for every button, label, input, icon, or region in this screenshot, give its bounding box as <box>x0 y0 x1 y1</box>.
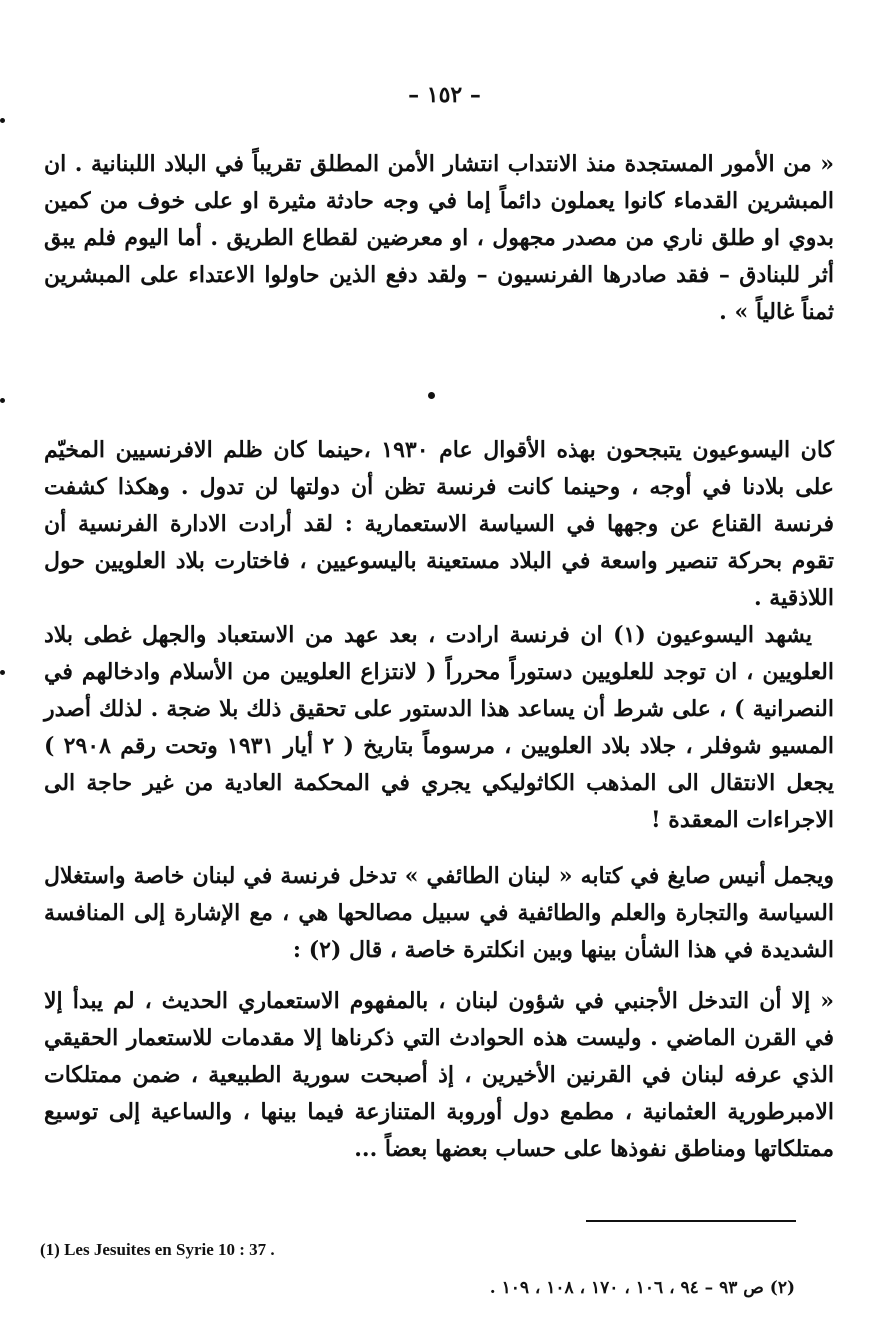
quoted-passage-foreign-intervention <box>44 983 834 1168</box>
footnote-1: (1) Les Jesuites en Syrie 10 : 37 . <box>40 1240 275 1259</box>
paragraph: « من الأمور المستجدة منذ الانتداب انتشار الأمن المطلق تقريباً في البلاد اللبنانية . ان المبشرين القدماء كانوا يعملون دائماً إما في وجه حادثة مثيرة او على خوف من كمين بدوي او طلق ناري من مصدر مجهول ، او معرضين لقطاع الطريق . أما اليوم فلم يبق أثر للبنادق – فقد صادرها الفرنسيون – ولقد دفع الذين حاولوا الاعتداء على المبشرين ثمناً غالياً » . <box>44 151 834 325</box>
body-section-jesuits <box>44 432 834 839</box>
paragraph: كان اليسوعيون يتبجحون بهذه الأقوال عام ١٩٣٠ ،حينما كان ظلم الافرنسيين المخيّم على بلادنا في أوجه ، وحينما كانت فرنسة تظن أن دولتها لن تدول . وهكذا كشفت فرنسة القناع عن وجهها في السياسة الاستعمارية : لقد أرادت الادارة الفرنسية أن تقوم بحركة تنصير واسعة في البلاد مستعينة باليسوعيين ، فاختارت بلاد العلويين حول اللاذقية . <box>44 437 834 611</box>
paragraph: ويجمل أنيس صايغ في كتابه « لبنان الطائفي » تدخل فرنسة في لبنان خاصة واستغلال السياسة والتجارة والعلم والطائفية في سبيل مصالحها هي ، مع الإشارة إلى المنافسة الشديدة في هذا الشأن بينها وبين انكلترة خاصة ، قال (٢) : <box>44 863 834 963</box>
quoted-passage-missionaries <box>44 146 834 331</box>
paragraph: يشهد اليسوعيون (١) ان فرنسة ارادت ، بعد عهد من الاستعباد والجهل غطى بلاد العلويين ، ان توجد للعلويين دستوراً محرراً ( لانتزاع العلويين من الأسلام وادخالهم في النصرانية ) ، على شرط أن يساعد هذا الدستور على تحقيق ذلك بلا ضجة . لذلك أصدر المسيو شوفلر ، جلاد بلاد العلويين ، مرسوماً بتاريخ ( ٢ أيار ١٩٣١ وتحت رقم ٢٩٠٨ ) يجعل الانتقال الى المذهب الكاثوليكي يجري في المحكمة العادية من غير حاجة الى الاجراءات المعقدة ! <box>44 622 835 833</box>
footnote-2: (٢) ص ٩٣ – ٩٤ ، ١٠٦ ، ١٧٠ ، ١٠٨ ، ١٠٩ . <box>489 1278 795 1298</box>
margin-mark <box>0 398 5 403</box>
margin-mark <box>0 118 5 123</box>
paragraph: « إلا أن التدخل الأجنبي في شؤون لبنان ، بالمفهوم الاستعماري الحديث ، لم يبدأ إلا في القرن الماضي . وليست هذه الحوادث التي ذكرناها إلا مقدمات للاستعمار الحقيقي الذي عرفه لبنان في القرنين الأخيرين ، إذ أصبحت سورية الطبيعية ، ضمن ممتلكات الامبرطورية العثمانية ، مطمع دول أوروبة المتنازعة فيما بينها ، والساعية إلى توسيع ممتلكاتها ومناطق نفوذها على حساب بعضها بعضاً ... <box>44 988 834 1162</box>
margin-mark <box>0 670 5 675</box>
page-number: – ١٥٢ – <box>408 82 481 108</box>
footnote-divider <box>586 1220 796 1222</box>
section-separator-dot <box>428 392 435 399</box>
body-section-sayegh <box>44 858 834 969</box>
